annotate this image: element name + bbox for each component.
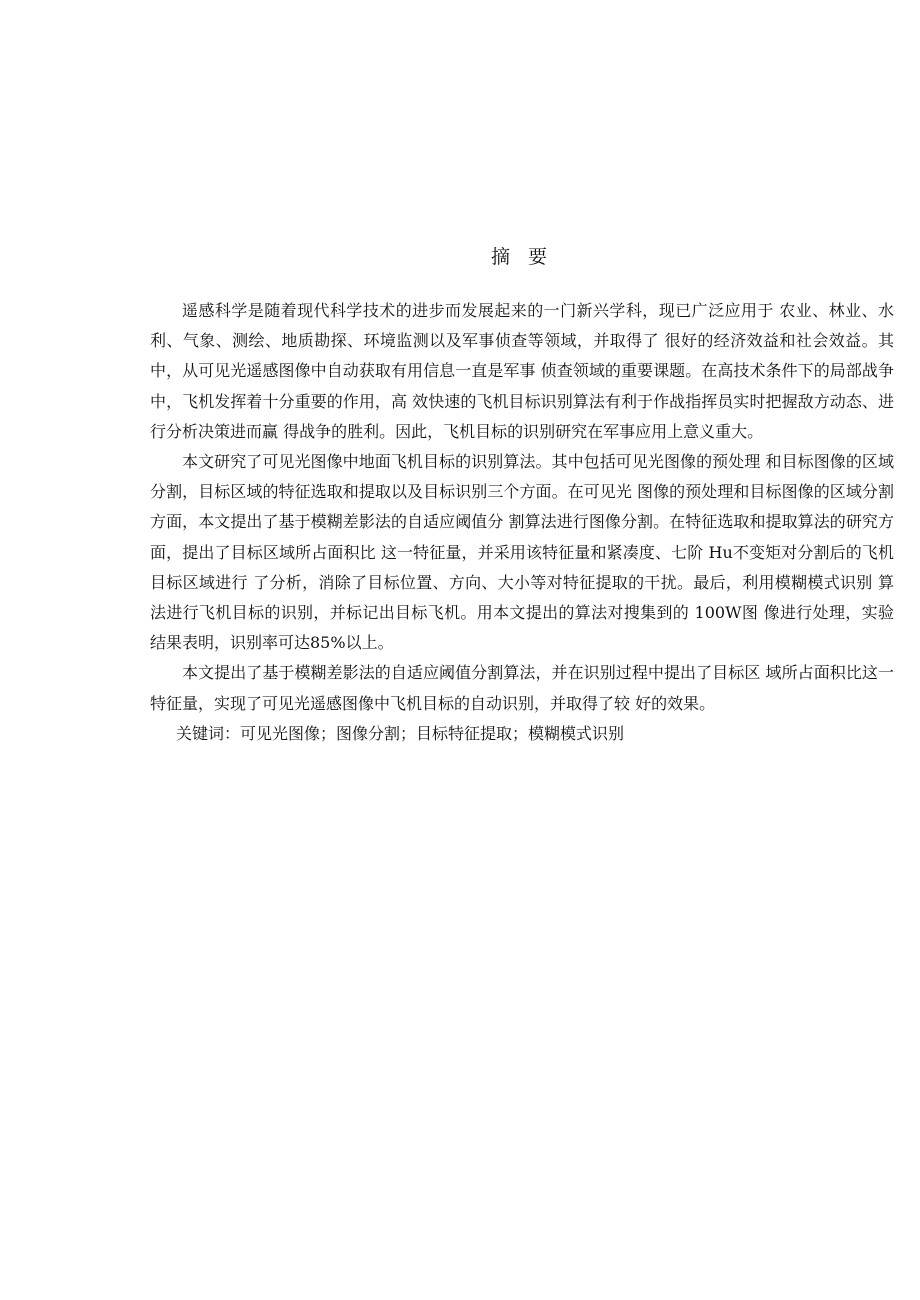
keywords-line: 关键词：可见光图像；图像分割；目标特征提取；模糊模式识别 bbox=[176, 723, 625, 743]
abstract-body bbox=[150, 296, 894, 749]
abstract-title: 摘 要 bbox=[490, 246, 554, 268]
abstract-paragraph-2: 本文研究了可见光图像中地面飞机目标的识别算法。其中包括可见光图像的预处理 和目标图像的区域分割，目标区域的特征选取和提取以及目标识别三个方面。在可见光 图像的预处理和目标图像的区域分割方面，本文提出了基于模糊差影法的自适应阈值分 割算法进行图像分割。在特征选取和提取算法的研究方面，提出了目标区域所占面积比 这一特征量，并采用该特征量和紧凑度、七阶 Hu不变矩对分割后的飞机目标区域进行 了分析，消除了目标位置、方向、大小等对特征提取的干扰。最后，利用模糊模式识别 算法进行飞机目标的识别，并标记出目标飞机。用本文提出的算法对搜集到的 100W图 像进行处理，实验结果表明，识别率可达85%以上。 bbox=[150, 452, 894, 653]
abstract-paragraph-1: 遥感科学是随着现代科学技术的进步而发展起来的一门新兴学科，现已广泛应用于 农业、林业、水利、气象、测绘、地质勘探、环境监测以及军事侦查等领域，并取得了 很好的经济效益和社会效益。其中，从可见光遥感图像中自动获取有用信息一直是军事 侦查领域的重要课题。在高技术条件下的局部战争中，飞机发挥着十分重要的作用，高 效快速的飞机目标识别算法有利于作战指挥员实时把握敌方动态、进行分析决策进而赢 得战争的胜利。因此，飞机目标的识别研究在军事应用上意义重大。 bbox=[150, 301, 894, 441]
abstract-paragraph-3: 本文提出了基于模糊差影法的自适应阈值分割算法，并在识别过程中提出了目标区 域所占面积比这一特征量，实现了可见光遥感图像中飞机目标的自动识别，并取得了较 好的效果。 bbox=[150, 663, 894, 713]
